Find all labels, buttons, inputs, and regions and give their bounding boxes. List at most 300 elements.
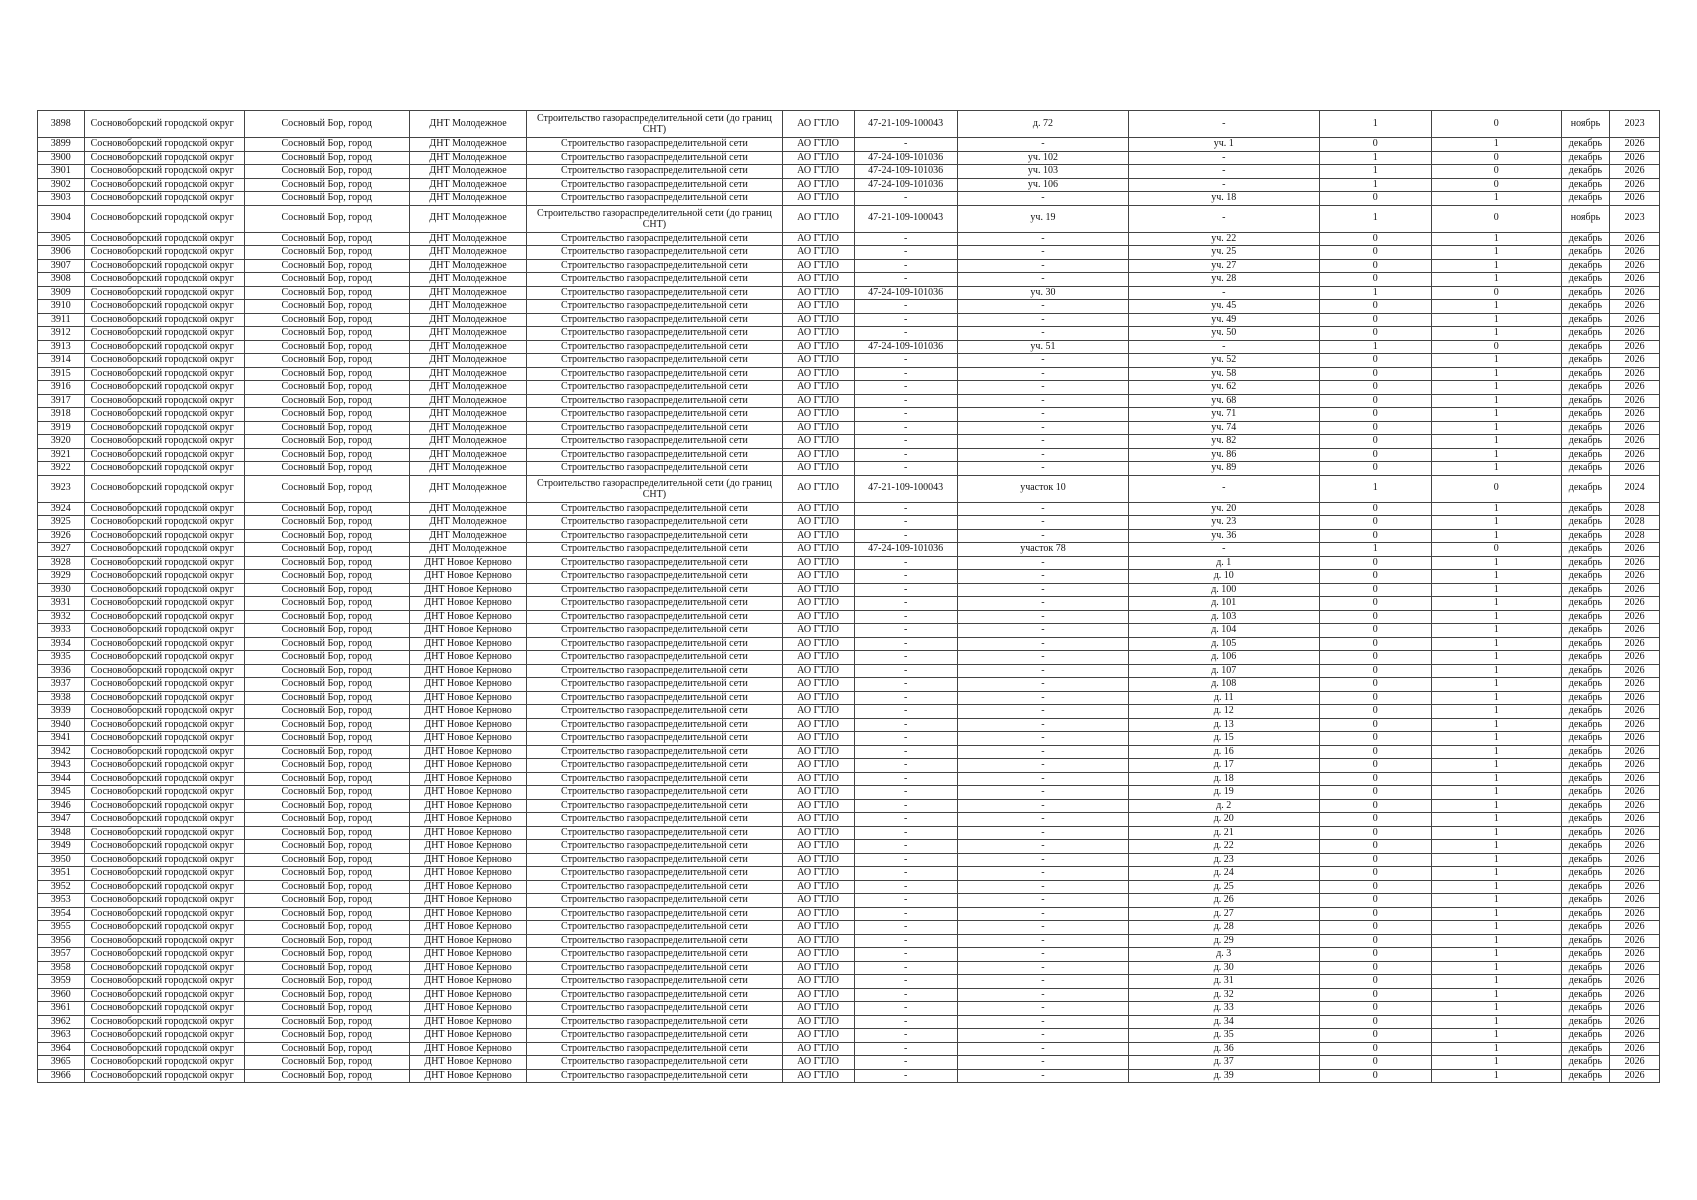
month-cell: декабрь	[1561, 273, 1610, 287]
settlement-cell: Сосновый Бор, город	[244, 408, 409, 422]
work-type-cell: Строительство газораспределительной сети	[527, 354, 782, 368]
plot-address-cell: -	[957, 381, 1128, 395]
municipal-district-cell: Сосновоборский городской округ	[84, 381, 244, 395]
count-b-cell: 1	[1431, 705, 1561, 719]
plot-address-cell: -	[957, 853, 1128, 867]
year-cell: 2026	[1610, 934, 1660, 948]
row-number-cell: 3952	[38, 880, 85, 894]
municipal-district-cell: Сосновоборский городской округ	[84, 259, 244, 273]
settlement-cell: Сосновый Бор, город	[244, 813, 409, 827]
work-type-cell: Строительство газораспределительной сети	[527, 408, 782, 422]
table-row	[38, 786, 1660, 800]
cadastral-number-cell: -	[854, 556, 957, 570]
municipal-district-cell: Сосновоборский городской округ	[84, 624, 244, 638]
year-cell: 2026	[1610, 1015, 1660, 1029]
month-cell: декабрь	[1561, 394, 1610, 408]
settlement-cell: Сосновый Бор, город	[244, 651, 409, 665]
work-type-cell: Строительство газораспределительной сети	[527, 813, 782, 827]
count-a-cell: 0	[1319, 894, 1431, 908]
plot-number-cell: д. 2	[1129, 799, 1319, 813]
count-a-cell: 1	[1319, 165, 1431, 179]
cadastral-number-cell: -	[854, 327, 957, 341]
work-type-cell: Строительство газораспределительной сети	[527, 1029, 782, 1043]
municipal-district-cell: Сосновоборский городской округ	[84, 246, 244, 260]
plot-number-cell: д. 101	[1129, 597, 1319, 611]
count-b-cell: 1	[1431, 948, 1561, 962]
count-b-cell: 1	[1431, 138, 1561, 152]
work-type-cell: Строительство газораспределительной сети	[527, 678, 782, 692]
operator-cell: АО ГТЛО	[782, 502, 854, 516]
municipal-district-cell: Сосновоборский городской округ	[84, 138, 244, 152]
plot-number-cell: д. 16	[1129, 745, 1319, 759]
month-cell: декабрь	[1561, 1015, 1610, 1029]
plot-number-cell: -	[1129, 205, 1319, 232]
work-type-cell: Строительство газораспределительной сети	[527, 327, 782, 341]
work-type-cell: Строительство газораспределительной сети	[527, 921, 782, 935]
month-cell: декабрь	[1561, 624, 1610, 638]
municipal-district-cell: Сосновоборский городской округ	[84, 475, 244, 502]
plot-number-cell: уч. 1	[1129, 138, 1319, 152]
settlement-cell: Сосновый Бор, город	[244, 786, 409, 800]
plot-address-cell: -	[957, 934, 1128, 948]
plot-address-cell: -	[957, 948, 1128, 962]
work-type-cell: Строительство газораспределительной сети	[527, 300, 782, 314]
year-cell: 2026	[1610, 840, 1660, 854]
municipal-district-cell: Сосновоборский городской округ	[84, 529, 244, 543]
snt-name-cell: ДНТ Новое Керново	[409, 651, 527, 665]
operator-cell: АО ГТЛО	[782, 934, 854, 948]
year-cell: 2026	[1610, 610, 1660, 624]
row-number-cell: 3945	[38, 786, 85, 800]
count-a-cell: 0	[1319, 556, 1431, 570]
row-number-cell: 3921	[38, 448, 85, 462]
cadastral-number-cell: 47-24-109-101036	[854, 340, 957, 354]
month-cell: декабрь	[1561, 961, 1610, 975]
plot-address-cell: -	[957, 637, 1128, 651]
work-type-cell: Строительство газораспределительной сети	[527, 1069, 782, 1083]
month-cell: декабрь	[1561, 718, 1610, 732]
plot-address-cell: -	[957, 691, 1128, 705]
month-cell: декабрь	[1561, 853, 1610, 867]
month-cell: декабрь	[1561, 354, 1610, 368]
count-b-cell: 1	[1431, 961, 1561, 975]
table-row	[38, 192, 1660, 206]
month-cell: декабрь	[1561, 867, 1610, 881]
month-cell: декабрь	[1561, 448, 1610, 462]
plot-number-cell: д. 33	[1129, 1002, 1319, 1016]
municipal-district-cell: Сосновоборский городской округ	[84, 678, 244, 692]
plot-address-cell: -	[957, 259, 1128, 273]
cadastral-number-cell: -	[854, 448, 957, 462]
snt-name-cell: ДНТ Новое Керново	[409, 732, 527, 746]
year-cell: 2026	[1610, 1002, 1660, 1016]
snt-name-cell: ДНТ Новое Керново	[409, 664, 527, 678]
table-row	[38, 583, 1660, 597]
count-a-cell: 0	[1319, 394, 1431, 408]
work-type-cell: Строительство газораспределительной сети	[527, 745, 782, 759]
operator-cell: АО ГТЛО	[782, 381, 854, 395]
month-cell: декабрь	[1561, 192, 1610, 206]
plot-number-cell: д. 1	[1129, 556, 1319, 570]
count-b-cell: 1	[1431, 502, 1561, 516]
count-a-cell: 0	[1319, 516, 1431, 530]
row-number-cell: 3924	[38, 502, 85, 516]
municipal-district-cell: Сосновоборский городской округ	[84, 813, 244, 827]
table-row	[38, 232, 1660, 246]
plot-address-cell: -	[957, 718, 1128, 732]
year-cell: 2026	[1610, 165, 1660, 179]
count-a-cell: 0	[1319, 1002, 1431, 1016]
count-b-cell: 1	[1431, 381, 1561, 395]
row-number-cell: 3962	[38, 1015, 85, 1029]
settlement-cell: Сосновый Бор, город	[244, 327, 409, 341]
operator-cell: АО ГТЛО	[782, 111, 854, 138]
count-b-cell: 1	[1431, 637, 1561, 651]
count-b-cell: 1	[1431, 394, 1561, 408]
row-number-cell: 3901	[38, 165, 85, 179]
operator-cell: АО ГТЛО	[782, 705, 854, 719]
cadastral-number-cell: -	[854, 988, 957, 1002]
plot-number-cell: -	[1129, 286, 1319, 300]
plot-number-cell: д. 36	[1129, 1042, 1319, 1056]
table-row	[38, 340, 1660, 354]
year-cell: 2026	[1610, 583, 1660, 597]
cadastral-number-cell: -	[854, 610, 957, 624]
row-number-cell: 3956	[38, 934, 85, 948]
count-a-cell: 0	[1319, 1015, 1431, 1029]
plot-address-cell: -	[957, 799, 1128, 813]
month-cell: декабрь	[1561, 826, 1610, 840]
row-number-cell: 3927	[38, 543, 85, 557]
plot-number-cell: д. 19	[1129, 786, 1319, 800]
year-cell: 2026	[1610, 732, 1660, 746]
month-cell: декабрь	[1561, 664, 1610, 678]
snt-name-cell: ДНТ Новое Керново	[409, 678, 527, 692]
municipal-district-cell: Сосновоборский городской округ	[84, 354, 244, 368]
cadastral-number-cell: -	[854, 961, 957, 975]
cadastral-number-cell: 47-21-109-100043	[854, 475, 957, 502]
table-row	[38, 462, 1660, 476]
settlement-cell: Сосновый Бор, город	[244, 475, 409, 502]
plot-number-cell: уч. 82	[1129, 435, 1319, 449]
municipal-district-cell: Сосновоборский городской округ	[84, 853, 244, 867]
count-b-cell: 0	[1431, 543, 1561, 557]
plot-address-cell: -	[957, 435, 1128, 449]
table-row	[38, 448, 1660, 462]
municipal-district-cell: Сосновоборский городской округ	[84, 934, 244, 948]
count-b-cell: 1	[1431, 556, 1561, 570]
count-b-cell: 1	[1431, 732, 1561, 746]
operator-cell: АО ГТЛО	[782, 975, 854, 989]
count-a-cell: 0	[1319, 705, 1431, 719]
plot-number-cell: д. 29	[1129, 934, 1319, 948]
count-a-cell: 0	[1319, 907, 1431, 921]
municipal-district-cell: Сосновоборский городской округ	[84, 637, 244, 651]
row-number-cell: 3915	[38, 367, 85, 381]
count-b-cell: 1	[1431, 273, 1561, 287]
municipal-district-cell: Сосновоборский городской округ	[84, 772, 244, 786]
settlement-cell: Сосновый Бор, город	[244, 502, 409, 516]
month-cell: декабрь	[1561, 921, 1610, 935]
snt-name-cell: ДНТ Молодежное	[409, 138, 527, 152]
row-number-cell: 3904	[38, 205, 85, 232]
plot-address-cell: уч. 51	[957, 340, 1128, 354]
plot-address-cell: -	[957, 961, 1128, 975]
count-b-cell: 1	[1431, 192, 1561, 206]
cadastral-number-cell: -	[854, 1069, 957, 1083]
plot-number-cell: д. 28	[1129, 921, 1319, 935]
table-row	[38, 111, 1660, 138]
plot-number-cell: д. 15	[1129, 732, 1319, 746]
municipal-district-cell: Сосновоборский городской округ	[84, 435, 244, 449]
count-b-cell: 1	[1431, 1042, 1561, 1056]
snt-name-cell: ДНТ Молодежное	[409, 543, 527, 557]
plot-number-cell: уч. 27	[1129, 259, 1319, 273]
settlement-cell: Сосновый Бор, город	[244, 192, 409, 206]
plot-address-cell: -	[957, 705, 1128, 719]
row-number-cell: 3964	[38, 1042, 85, 1056]
operator-cell: АО ГТЛО	[782, 448, 854, 462]
plot-number-cell: д. 20	[1129, 813, 1319, 827]
plot-address-cell: -	[957, 894, 1128, 908]
settlement-cell: Сосновый Бор, город	[244, 759, 409, 773]
cadastral-number-cell: -	[854, 934, 957, 948]
count-b-cell: 1	[1431, 313, 1561, 327]
snt-name-cell: ДНТ Новое Керново	[409, 718, 527, 732]
work-type-cell: Строительство газораспределительной сети	[527, 705, 782, 719]
plot-number-cell: уч. 68	[1129, 394, 1319, 408]
table-row	[38, 165, 1660, 179]
month-cell: декабрь	[1561, 556, 1610, 570]
data-table	[37, 110, 1660, 1083]
year-cell: 2026	[1610, 354, 1660, 368]
row-number-cell: 3930	[38, 583, 85, 597]
count-a-cell: 0	[1319, 678, 1431, 692]
municipal-district-cell: Сосновоборский городской округ	[84, 799, 244, 813]
snt-name-cell: ДНТ Молодежное	[409, 232, 527, 246]
count-a-cell: 0	[1319, 732, 1431, 746]
table-row	[38, 138, 1660, 152]
operator-cell: АО ГТЛО	[782, 543, 854, 557]
month-cell: декабрь	[1561, 367, 1610, 381]
row-number-cell: 3951	[38, 867, 85, 881]
snt-name-cell: ДНТ Новое Керново	[409, 570, 527, 584]
count-b-cell: 0	[1431, 165, 1561, 179]
count-b-cell: 1	[1431, 799, 1561, 813]
snt-name-cell: ДНТ Новое Керново	[409, 975, 527, 989]
plot-number-cell: д. 17	[1129, 759, 1319, 773]
work-type-cell: Строительство газораспределительной сети	[527, 246, 782, 260]
municipal-district-cell: Сосновоборский городской округ	[84, 111, 244, 138]
plot-address-cell: -	[957, 624, 1128, 638]
municipal-district-cell: Сосновоборский городской округ	[84, 448, 244, 462]
data-table-container	[37, 110, 1660, 1083]
year-cell: 2026	[1610, 327, 1660, 341]
snt-name-cell: ДНТ Новое Керново	[409, 786, 527, 800]
operator-cell: АО ГТЛО	[782, 813, 854, 827]
row-number-cell: 3916	[38, 381, 85, 395]
operator-cell: АО ГТЛО	[782, 921, 854, 935]
count-b-cell: 1	[1431, 624, 1561, 638]
count-a-cell: 0	[1319, 502, 1431, 516]
count-a-cell: 0	[1319, 435, 1431, 449]
row-number-cell: 3960	[38, 988, 85, 1002]
snt-name-cell: ДНТ Молодежное	[409, 462, 527, 476]
year-cell: 2026	[1610, 988, 1660, 1002]
year-cell: 2026	[1610, 1056, 1660, 1070]
work-type-cell: Строительство газораспределительной сети	[527, 637, 782, 651]
work-type-cell: Строительство газораспределительной сети	[527, 502, 782, 516]
plot-address-cell: уч. 102	[957, 151, 1128, 165]
count-a-cell: 1	[1319, 543, 1431, 557]
snt-name-cell: ДНТ Новое Керново	[409, 583, 527, 597]
count-b-cell: 1	[1431, 421, 1561, 435]
table-row	[38, 1015, 1660, 1029]
count-a-cell: 0	[1319, 327, 1431, 341]
count-b-cell: 1	[1431, 610, 1561, 624]
settlement-cell: Сосновый Бор, город	[244, 988, 409, 1002]
count-b-cell: 1	[1431, 516, 1561, 530]
count-b-cell: 1	[1431, 246, 1561, 260]
year-cell: 2026	[1610, 435, 1660, 449]
table-row	[38, 381, 1660, 395]
plot-number-cell: уч. 22	[1129, 232, 1319, 246]
work-type-cell: Строительство газораспределительной сети	[527, 867, 782, 881]
plot-address-cell: -	[957, 354, 1128, 368]
snt-name-cell: ДНТ Молодежное	[409, 421, 527, 435]
count-a-cell: 0	[1319, 1029, 1431, 1043]
settlement-cell: Сосновый Бор, город	[244, 826, 409, 840]
operator-cell: АО ГТЛО	[782, 286, 854, 300]
row-number-cell: 3955	[38, 921, 85, 935]
count-a-cell: 0	[1319, 624, 1431, 638]
table-row	[38, 259, 1660, 273]
year-cell: 2024	[1610, 475, 1660, 502]
work-type-cell: Строительство газораспределительной сети	[527, 799, 782, 813]
cadastral-number-cell: -	[854, 300, 957, 314]
work-type-cell: Строительство газораспределительной сети	[527, 381, 782, 395]
cadastral-number-cell: -	[854, 1002, 957, 1016]
plot-address-cell: -	[957, 975, 1128, 989]
count-b-cell: 1	[1431, 462, 1561, 476]
plot-number-cell: -	[1129, 111, 1319, 138]
count-b-cell: 1	[1431, 1015, 1561, 1029]
count-a-cell: 0	[1319, 718, 1431, 732]
count-a-cell: 0	[1319, 880, 1431, 894]
work-type-cell: Строительство газораспределительной сети	[527, 516, 782, 530]
operator-cell: АО ГТЛО	[782, 408, 854, 422]
row-number-cell: 3943	[38, 759, 85, 773]
cadastral-number-cell: -	[854, 381, 957, 395]
cadastral-number-cell: -	[854, 394, 957, 408]
month-cell: декабрь	[1561, 610, 1610, 624]
settlement-cell: Сосновый Бор, город	[244, 975, 409, 989]
row-number-cell: 3898	[38, 111, 85, 138]
count-b-cell: 1	[1431, 718, 1561, 732]
snt-name-cell: ДНТ Молодежное	[409, 475, 527, 502]
year-cell: 2026	[1610, 718, 1660, 732]
table-row	[38, 934, 1660, 948]
work-type-cell: Строительство газораспределительной сети	[527, 313, 782, 327]
table-row	[38, 840, 1660, 854]
snt-name-cell: ДНТ Молодежное	[409, 300, 527, 314]
plot-address-cell: -	[957, 1015, 1128, 1029]
work-type-cell: Строительство газораспределительной сети	[527, 259, 782, 273]
settlement-cell: Сосновый Бор, город	[244, 138, 409, 152]
settlement-cell: Сосновый Бор, город	[244, 1029, 409, 1043]
settlement-cell: Сосновый Бор, город	[244, 948, 409, 962]
year-cell: 2026	[1610, 421, 1660, 435]
count-a-cell: 0	[1319, 786, 1431, 800]
municipal-district-cell: Сосновоборский городской округ	[84, 610, 244, 624]
count-b-cell: 0	[1431, 205, 1561, 232]
table-row	[38, 286, 1660, 300]
plot-address-cell: -	[957, 313, 1128, 327]
plot-number-cell: д. 107	[1129, 664, 1319, 678]
operator-cell: АО ГТЛО	[782, 138, 854, 152]
year-cell: 2028	[1610, 529, 1660, 543]
work-type-cell: Строительство газораспределительной сети	[527, 394, 782, 408]
municipal-district-cell: Сосновоборский городской округ	[84, 867, 244, 881]
work-type-cell: Строительство газораспределительной сети	[527, 1015, 782, 1029]
snt-name-cell: ДНТ Новое Керново	[409, 745, 527, 759]
row-number-cell: 3900	[38, 151, 85, 165]
operator-cell: АО ГТЛО	[782, 1002, 854, 1016]
table-row	[38, 624, 1660, 638]
month-cell: декабрь	[1561, 408, 1610, 422]
count-a-cell: 0	[1319, 799, 1431, 813]
plot-number-cell: уч. 50	[1129, 327, 1319, 341]
year-cell: 2026	[1610, 394, 1660, 408]
year-cell: 2026	[1610, 259, 1660, 273]
work-type-cell: Строительство газораспределительной сети	[527, 718, 782, 732]
plot-address-cell: д. 72	[957, 111, 1128, 138]
cadastral-number-cell: -	[854, 637, 957, 651]
settlement-cell: Сосновый Бор, город	[244, 435, 409, 449]
year-cell: 2026	[1610, 624, 1660, 638]
table-row	[38, 718, 1660, 732]
count-a-cell: 0	[1319, 354, 1431, 368]
settlement-cell: Сосновый Бор, город	[244, 151, 409, 165]
count-a-cell: 0	[1319, 1069, 1431, 1083]
cadastral-number-cell: 47-21-109-100043	[854, 111, 957, 138]
plot-number-cell: д. 37	[1129, 1056, 1319, 1070]
snt-name-cell: ДНТ Новое Керново	[409, 826, 527, 840]
cadastral-number-cell: -	[854, 597, 957, 611]
plot-address-cell: -	[957, 826, 1128, 840]
plot-address-cell: -	[957, 192, 1128, 206]
cadastral-number-cell: -	[854, 867, 957, 881]
operator-cell: АО ГТЛО	[782, 948, 854, 962]
row-number-cell: 3950	[38, 853, 85, 867]
count-a-cell: 0	[1319, 300, 1431, 314]
settlement-cell: Сосновый Бор, город	[244, 570, 409, 584]
snt-name-cell: ДНТ Новое Керново	[409, 705, 527, 719]
count-a-cell: 0	[1319, 421, 1431, 435]
count-a-cell: 0	[1319, 273, 1431, 287]
municipal-district-cell: Сосновоборский городской округ	[84, 597, 244, 611]
count-b-cell: 1	[1431, 327, 1561, 341]
cadastral-number-cell: -	[854, 313, 957, 327]
table-row	[38, 745, 1660, 759]
year-cell: 2026	[1610, 313, 1660, 327]
snt-name-cell: ДНТ Новое Керново	[409, 1015, 527, 1029]
month-cell: декабрь	[1561, 678, 1610, 692]
count-b-cell: 1	[1431, 921, 1561, 935]
cadastral-number-cell: -	[854, 232, 957, 246]
row-number-cell: 3957	[38, 948, 85, 962]
plot-number-cell: уч. 25	[1129, 246, 1319, 260]
